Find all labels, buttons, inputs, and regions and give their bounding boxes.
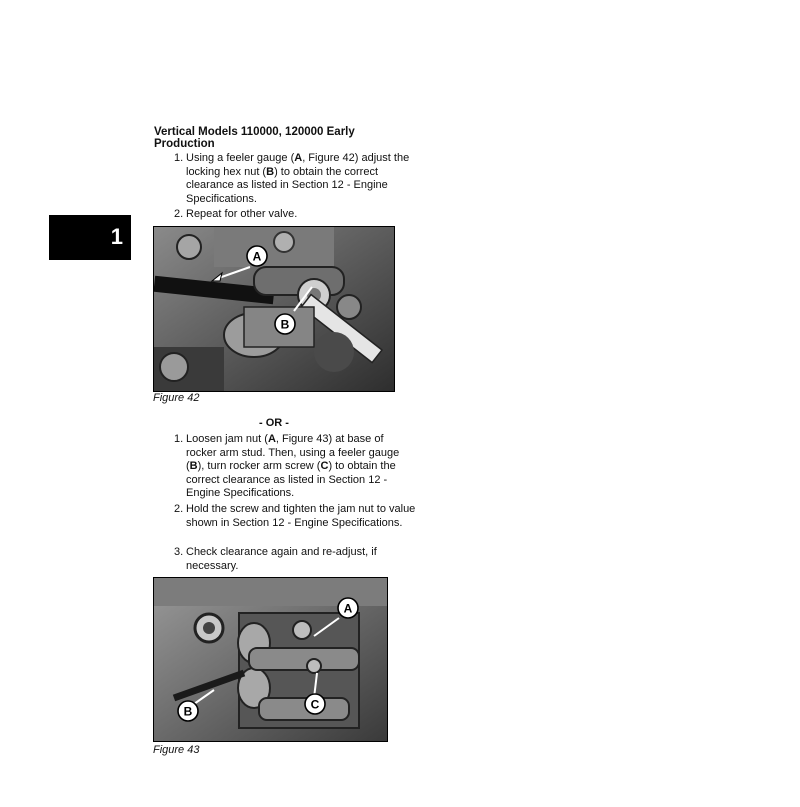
figure-43-photo <box>153 577 388 742</box>
callout-b-label: B <box>280 317 290 332</box>
section-heading: Vertical Models 110000, 120000 Early Production <box>154 126 355 150</box>
step-number: 2. <box>174 503 184 515</box>
step-text: Repeat for other valve. <box>186 208 298 220</box>
callout-c-label: C <box>310 697 320 712</box>
engine-rocker-photo-43 <box>154 578 387 741</box>
callout-a-label: A <box>252 249 262 264</box>
step-number: 2. <box>174 208 184 220</box>
figure-42-caption: Figure 42 <box>153 392 200 404</box>
figure-43-caption: Figure 43 <box>153 744 200 756</box>
callout-a-label: A <box>343 601 353 616</box>
callout-b-label: B <box>183 704 193 719</box>
step-text: Using a feeler gauge (A, Figure 42) adjust the locking hex nut (B) to obtain the correct clearance as listed in Section 12 - Engine Specifications. <box>186 152 410 205</box>
step-text: Check clearance again and re-adjust, if necessary. <box>186 546 377 572</box>
step-text: Loosen jam nut (A, Figure 43) at base of rocker arm stud. Then, using a feeler gauge (B), turn rocker arm screw (C) to obtain the correct clearance as listed in Section 12 - Engine Specifications. <box>186 433 400 499</box>
step-number: 3. <box>174 546 184 558</box>
section-tab-number: 1 <box>110 224 123 249</box>
section-tab <box>49 215 131 260</box>
figure-42-photo <box>153 226 395 392</box>
engine-valve-photo-42 <box>154 227 394 391</box>
step-number: 1. <box>174 433 184 445</box>
or-divider: - OR - <box>259 417 289 429</box>
step-text: Hold the screw and tighten the jam nut to value shown in Section 12 - Engine Specifications. <box>186 503 416 529</box>
step-number: 1. <box>174 152 184 164</box>
